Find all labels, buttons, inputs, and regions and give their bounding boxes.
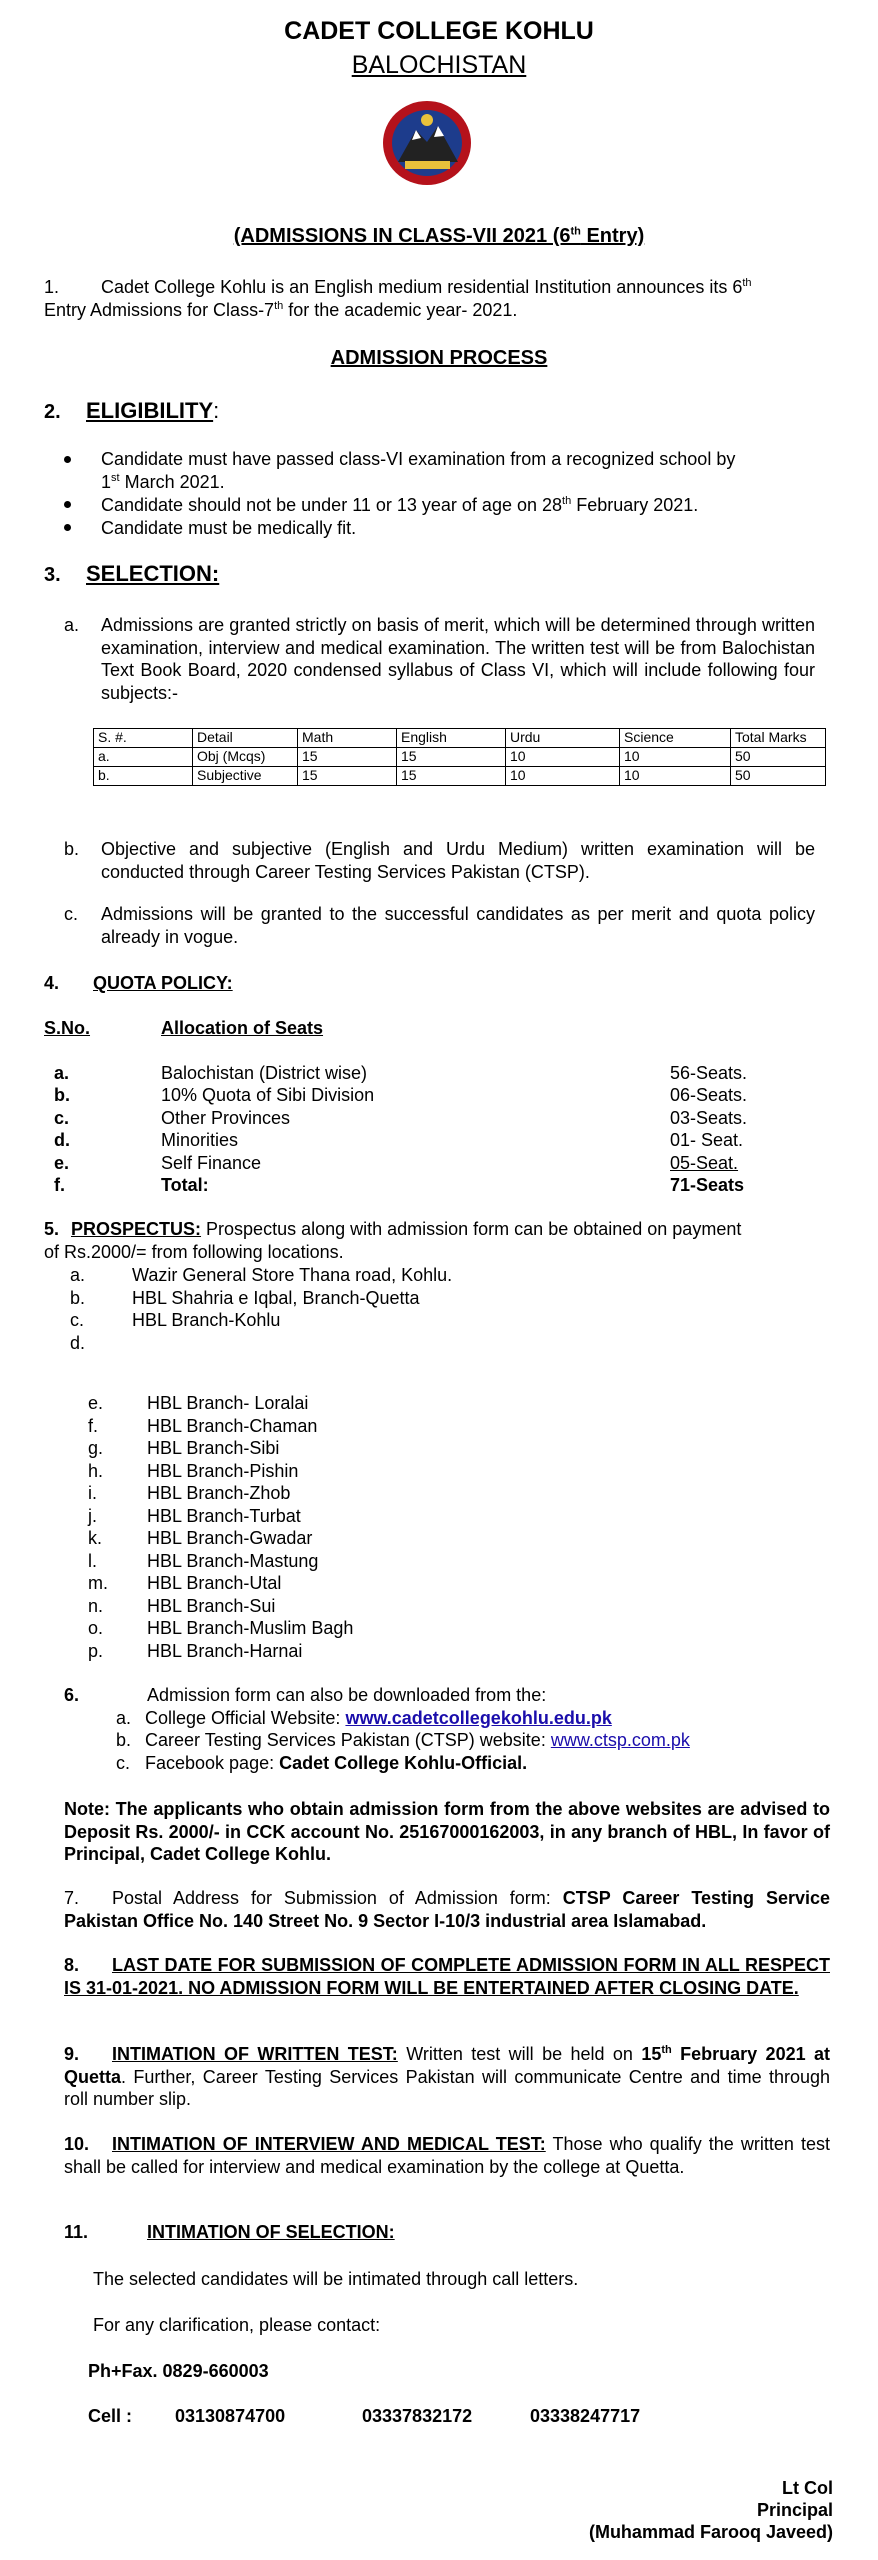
quota-row-label: a. [54,1063,70,1083]
table-cell: 50 [731,767,826,786]
quota-number: 4. [44,973,60,993]
quota-row-seats: 71-Seats [670,1175,745,1195]
bullet-icon [64,456,71,463]
table-header-cell: Science [620,729,731,748]
interview-text: INTIMATION OF INTERVIEW AND MEDICAL TEST: Those who qualify the written test shall be called for interview and medical examination by the college at Quetta. [64,2134,830,2177]
signature-name: (Muhammad Farooq Javeed) [588,2522,833,2542]
quota-row-seats: 05-Seat. [670,1153,739,1173]
selection-number: 3. [44,564,61,586]
location-label: b. [70,1287,86,1308]
location-name: HBL Branch-Zhob [147,1483,291,1503]
location-name: HBL Branch-Turbat [147,1505,301,1526]
cell-number-1: 03130874700 [175,2406,286,2426]
location-name: HBL Shahria e Iqbal, Branch-Quetta [132,1287,420,1308]
download-text: Admission form can also be downloaded from the: [147,1685,547,1705]
location-label: o. [88,1618,104,1638]
quota-row-name: Minorities [161,1130,239,1150]
table-header-cell: S. #. [94,729,193,748]
download-a: College Official Website: www.cadetcollegekohlu.edu.pk [145,1708,612,1728]
selection-heading: SELECTION: [86,561,220,586]
admission-process-heading: ADMISSION PROCESS [330,347,548,369]
written-test-number: 9. [64,2044,80,2064]
college-crest-icon [378,96,476,190]
location-label: c. [70,1310,85,1330]
selection-a-label: a. [64,615,80,635]
table-cell: Obj (Mcqs) [193,748,298,767]
quota-row-name: Self Finance [161,1153,262,1173]
table-header-cell: Total Marks [731,729,826,748]
location-name: HBL Branch-Mastung [147,1550,319,1571]
table-cell: 10 [506,767,620,786]
table-header-cell: Math [298,729,397,748]
quota-row-label: b. [54,1085,70,1105]
table-header-row [94,729,826,748]
signature-rank: Lt Col [782,2478,833,2498]
location-name: HBL Branch-Sui [147,1595,276,1616]
table-cell: 10 [620,748,731,767]
quota-row-seats: 56-Seats. [670,1063,748,1083]
location-name: Wazir General Store Thana road, Kohlu. [132,1265,453,1285]
intro-line2: Entry Admissions for Class-7th for the academic year- 2021. [44,300,518,320]
eligibility-heading: ELIGIBILITY: [86,398,220,423]
bullet-icon [64,501,71,508]
location-label: h. [88,1460,104,1481]
intro-line1: Cadet College Kohlu is an English medium residential Institution announces its 6th [101,277,752,297]
table-cell: 10 [506,748,620,767]
quota-row-seats: 03-Seats. [670,1108,748,1128]
location-label: p. [88,1640,104,1661]
signature-title: Principal [756,2500,833,2520]
college-website-link[interactable]: www.cadetcollegekohlu.edu.pk [345,1708,612,1728]
prospectus-line1: PROSPECTUS: Prospectus along with admission form can be obtained on payment [71,1219,742,1239]
ctsp-website-link[interactable]: www.ctsp.com.pk [550,1730,690,1750]
quota-row-label: c. [54,1108,70,1128]
table-cell: 10 [620,767,731,786]
location-name: HBL Branch-Pishin [147,1460,299,1481]
subjects-table [93,728,826,786]
call-letters-text: The selected candidates will be intimated through call letters. [93,2269,579,2289]
location-label: a. [70,1265,86,1285]
table-row [94,748,826,767]
selection-a-text: Admissions are granted strictly on basis of merit, which will be determined through written examination, interview and medical examination. The written test will be from Balochistan Text Book Board, 2020 condensed syllabus of Class VI, which will include following four subjects:- [101,615,815,703]
intro-number: 1. [44,277,60,297]
location-name: HBL Branch-Sibi [147,1438,280,1458]
table-cell: 15 [298,767,397,786]
download-c-label: c. [116,1753,131,1773]
quota-heading: QUOTA POLICY: [93,973,233,993]
college-title: CADET COLLEGE KOHLU [284,17,594,45]
bullet-icon [64,524,71,531]
download-a-label: a. [116,1708,132,1728]
location-label: i. [88,1483,97,1503]
quota-row-name: 10% Quota of Sibi Division [161,1085,375,1105]
table-row [94,767,826,786]
table-cell: 15 [397,748,506,767]
table-cell: Subjective [193,767,298,786]
quota-row-label: f. [54,1175,65,1195]
admissions-heading: (ADMISSIONS IN CLASS-VII 2021 (6th Entry) [233,225,645,247]
location-name: HBL Branch-Utal [147,1573,282,1593]
table-cell: 15 [397,767,506,786]
quota-col-sno: S.No. [44,1018,91,1038]
selection-b-text: Objective and subjective (English and Urdu Medium) written examination will be conducted through Career Testing Services Pakistan (CTSP). [101,839,815,882]
intimation-selection-heading: INTIMATION OF SELECTION: [147,2222,395,2242]
download-number: 6. [64,1685,80,1705]
location-name: HBL Branch-Muslim Bagh [147,1618,354,1638]
table-cell: 15 [298,748,397,767]
eligibility-item-1: Candidate must have passed class-VI examination from a recognized school by 1st March 2021. [101,449,736,492]
quota-row-name: Other Provinces [161,1108,291,1128]
table-cell: a. [94,748,193,767]
location-label: m. [88,1573,108,1593]
download-c: Facebook page: Cadet College Kohlu-Official. [145,1753,528,1773]
selection-c-label: c. [64,904,79,924]
quota-col-allocation: Allocation of Seats [161,1018,324,1038]
last-date-notice: LAST DATE FOR SUBMISSION OF COMPLETE ADMISSION FORM IN ALL RESPECT IS 31-01-2021. NO ADMISSION FORM WILL BE ENTERTAINED AFTER CLOSING DATE. [64,1955,830,1998]
quota-row-seats: 01- Seat. [670,1130,744,1150]
location-label: k. [88,1528,103,1548]
selection-c-text: Admissions will be granted to the successful candidates as per merit and quota policy already in vogue. [101,904,815,947]
cell-label: Cell : [88,2406,133,2426]
clarification-text: For any clarification, please contact: [93,2315,381,2335]
cell-number-3: 03338247717 [530,2406,641,2426]
location-label: d. [70,1332,86,1353]
location-name: HBL Branch-Harnai [147,1640,303,1661]
table-header-cell: Detail [193,729,298,748]
quota-row-label: e. [54,1153,70,1173]
location-label: e. [88,1393,104,1413]
eligibility-item-2: Candidate should not be under 11 or 13 year of age on 28th February 2021. [101,495,699,515]
table-header-cell: Urdu [506,729,620,748]
location-name: HBL Branch- Loralai [147,1393,309,1413]
location-name: HBL Branch-Chaman [147,1415,318,1436]
postal-address: Postal Address for Submission of Admission form: CTSP Career Testing Service Pakistan Office No. 140 Street No. 9 Sector I-10/3 industrial area Islamabad. [64,1888,830,1931]
eligibility-number: 2. [44,401,61,423]
location-label: f. [88,1415,99,1436]
download-b-label: b. [116,1730,132,1750]
quota-row-label: d. [54,1130,70,1150]
postal-number: 7. [64,1888,80,1908]
table-cell: 50 [731,748,826,767]
table-cell: b. [94,767,193,786]
quota-row-seats: 06-Seats. [670,1085,748,1105]
prospectus-number: 5. [44,1219,60,1239]
college-logo [378,96,476,190]
quota-row-name: Balochistan (District wise) [161,1063,368,1083]
location-label: l. [88,1550,97,1571]
location-label: n. [88,1595,104,1616]
deposit-note: Note: The applicants who obtain admission form from the above websites are advised to Deposit Rs. 2000/- in CCK account No. 25167000162003, in any branch of HBL, In favor of Principal, Cadet College Kohlu. [64,1799,830,1864]
intimation-selection-number: 11. [64,2222,89,2242]
quota-row-name: Total: [161,1175,209,1195]
eligibility-item-3: Candidate must be medically fit. [101,518,357,538]
location-name: HBL Branch-Gwadar [147,1528,313,1548]
prospectus-line2: of Rs.2000/= from following locations. [44,1242,344,1262]
cell-number-2: 03337832172 [362,2406,473,2426]
location-label: j. [88,1505,97,1526]
selection-b-label: b. [64,839,80,859]
location-label: g. [88,1438,104,1458]
written-test-text: INTIMATION OF WRITTEN TEST: Written test will be held on 15th February 2021 at Quetta. Further, Career Testing Services Pakistan will communicate Centre and time through roll number slip. [64,2044,830,2109]
table-header-cell: English [397,729,506,748]
download-b: Career Testing Services Pakistan (CTSP) website: www.ctsp.com.pk [145,1730,690,1750]
last-date-number: 8. [64,1955,80,1975]
college-subtitle: BALOCHISTAN [351,51,527,79]
interview-number: 10. [64,2134,90,2154]
ph-fax: Ph+Fax. 0829-660003 [88,2361,269,2381]
location-name: HBL Branch-Kohlu [132,1310,281,1330]
